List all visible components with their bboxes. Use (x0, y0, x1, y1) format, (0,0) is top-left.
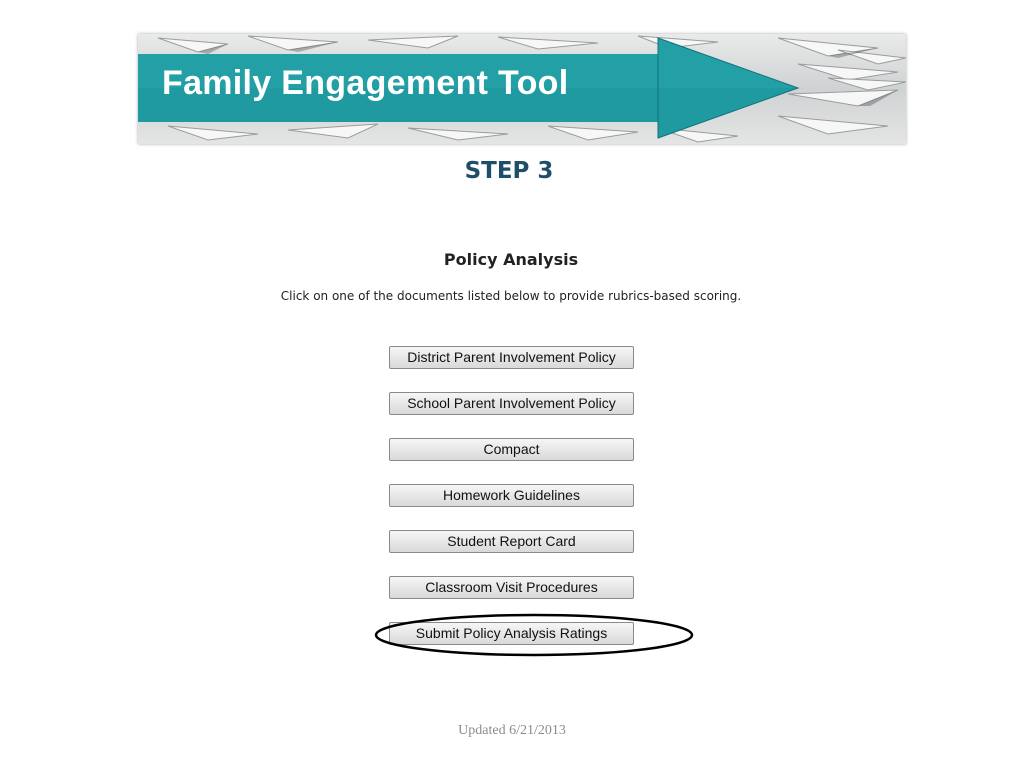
banner (138, 34, 906, 144)
document-button-list (389, 346, 634, 668)
school-parent-involvement-policy-button[interactable]: School Parent Involvement Policy (389, 392, 634, 415)
compact-button[interactable]: Compact (389, 438, 634, 461)
student-report-card-button[interactable]: Student Report Card (389, 530, 634, 553)
updated-date: Updated 6/21/2013 (458, 723, 566, 738)
district-parent-involvement-policy-button[interactable]: District Parent Involvement Policy (389, 346, 634, 369)
submit-policy-analysis-ratings-button[interactable]: Submit Policy Analysis Ratings (389, 622, 634, 645)
banner-title: Family Engagement Tool (162, 64, 569, 102)
classroom-visit-procedures-button[interactable]: Classroom Visit Procedures (389, 576, 634, 599)
policy-analysis-heading: Policy Analysis (443, 250, 579, 269)
homework-guidelines-button[interactable]: Homework Guidelines (389, 484, 634, 507)
policy-analysis-instructions: Click on one of the documents listed below to provide rubrics-based scoring. (280, 289, 742, 303)
step-title: STEP 3 (464, 158, 554, 184)
